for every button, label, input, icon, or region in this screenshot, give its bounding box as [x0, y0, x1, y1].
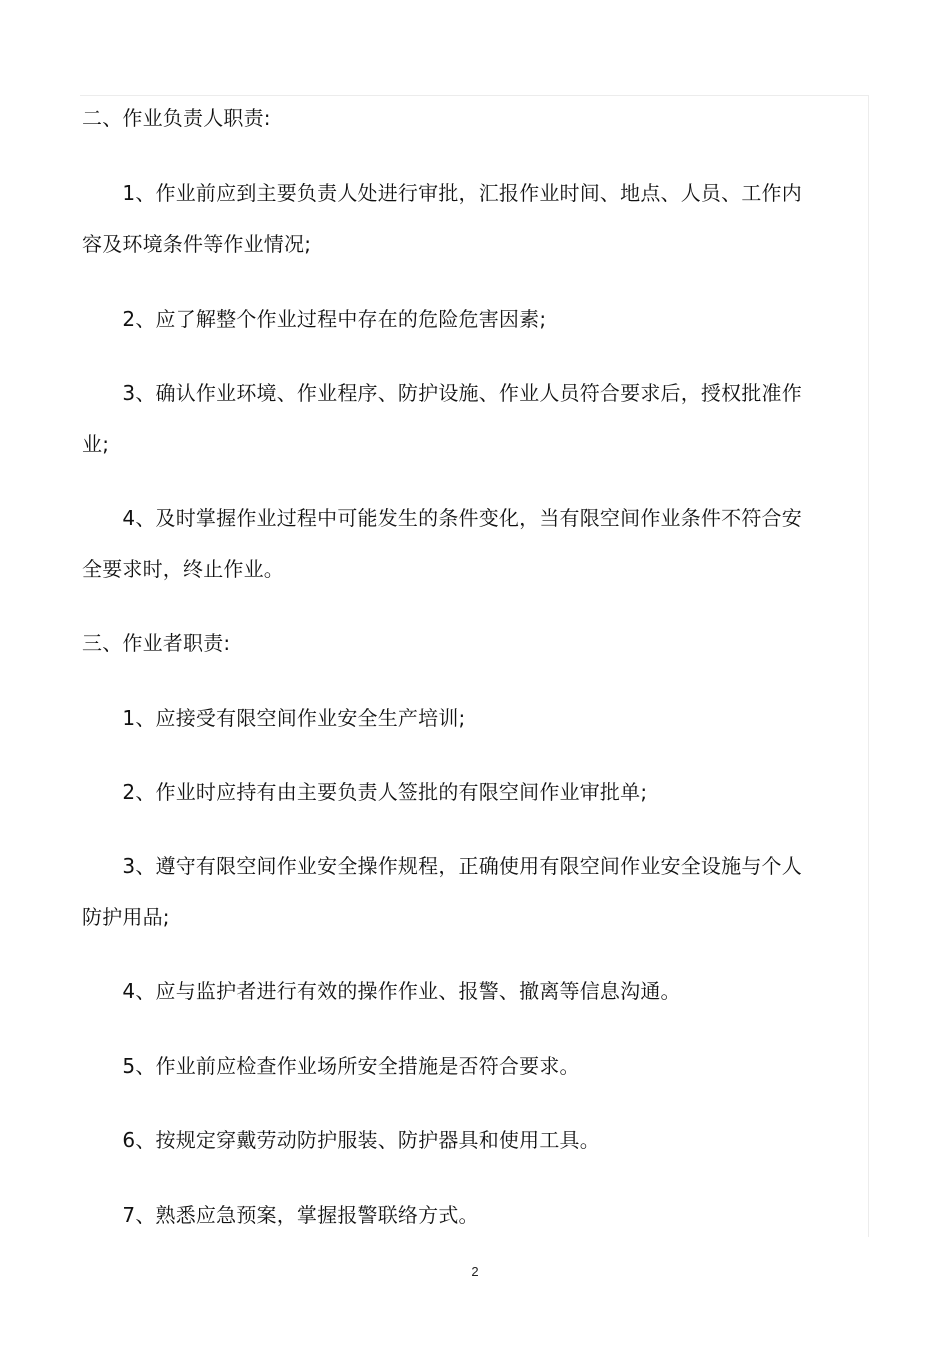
page-number: 2: [471, 1264, 479, 1279]
worker-item-5: 5、作业前应检查作业场所安全措施是否符合要求。: [82, 1054, 580, 1078]
worker-item-1: 1、应接受有限空间作业安全生产培训;: [82, 706, 466, 730]
responsible-item-1-line-1: 1、作业前应到主要负责人处进行审批，汇报作业时间、地点、人员、工作内: [82, 181, 802, 205]
worker-item-3-line-2: 防护用品;: [82, 905, 170, 929]
worker-item-4: 4、应与监护者进行有效的操作作业、报警、撤离等信息沟通。: [82, 979, 681, 1003]
section-worker-heading: 三、作业者职责:: [82, 631, 231, 655]
responsible-item-4-line-1: 4、及时掌握作业过程中可能发生的条件变化，当有限空间作业条件不符合安: [82, 506, 802, 530]
section-responsible-heading: 二、作业负责人职责:: [82, 106, 271, 130]
worker-item-6: 6、按规定穿戴劳动防护服装、防护器具和使用工具。: [82, 1128, 600, 1152]
responsible-item-3-line-1: 3、确认作业环境、作业程序、防护设施、作业人员符合要求后，授权批准作: [82, 381, 802, 405]
responsible-item-2: 2、应了解整个作业过程中存在的危险危害因素;: [82, 307, 547, 331]
responsible-item-4-line-2: 全要求时，终止作业。: [82, 557, 284, 581]
responsible-item-1-line-2: 容及环境条件等作业情况;: [82, 232, 312, 256]
worker-item-7: 7、熟悉应急预案，掌握报警联络方式。: [82, 1203, 479, 1227]
worker-item-3-line-1: 3、遵守有限空间作业安全操作规程，正确使用有限空间作业安全设施与个人: [82, 854, 802, 878]
responsible-item-3-line-2: 业;: [82, 432, 110, 456]
worker-item-2: 2、作业时应持有由主要负责人签批的有限空间作业审批单;: [82, 780, 648, 804]
